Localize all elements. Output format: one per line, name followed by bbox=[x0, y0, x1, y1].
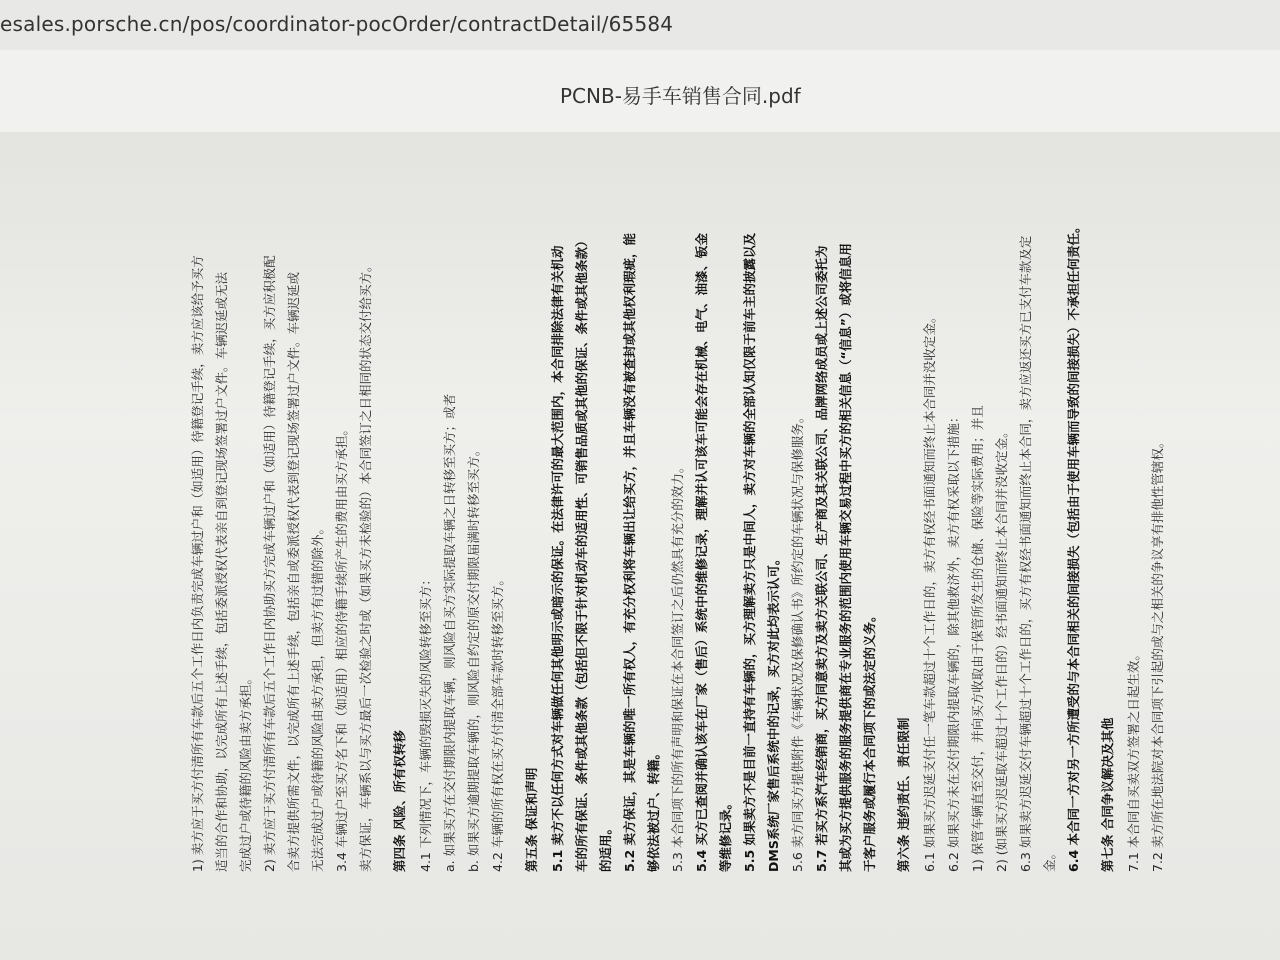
pdf-viewer-header bbox=[0, 50, 1280, 133]
contract-line: 5.7 若买方系汽车经销商，买方同意卖方及卖方关联公司、生产商及其关联公司、品牌网络成员或上述公司委托为 bbox=[814, 245, 829, 872]
contract-line: 于客户服务或履行本合同项下的或法定的义务。 bbox=[862, 609, 877, 872]
contract-line: 5.6 卖方同买方提供附件《车辆状况及保修确认书》所约定的车辆状况与保修服务。 bbox=[790, 410, 805, 872]
contract-line: a. 如果买方在交付期限内提取车辆，则风险自买方实际提取车辆之日转移至买方；或者 bbox=[442, 393, 457, 872]
url-text[interactable]: esales.porsche.cn/pos/coordinator-pocOrder/contractDetail/65584 bbox=[0, 12, 674, 36]
contract-line: 6.4 本合同一方对另一方所遭受的与本合同相关的间接损失（包括由于使用车辆而导致的间接损失）不承担任何责任。 bbox=[1066, 220, 1081, 872]
contract-line: 5.5 如果卖方不是目前一直持有车辆的，买方理解卖方只是中间人，卖方对车辆的全部认知仅限于前车主的披露以及 bbox=[742, 233, 757, 872]
contract-line: 其或为买方提供服务的服务提供商在专业服务的范围内使用车辆交易过程中买方的相关信息（“信息”）或将信息用 bbox=[838, 243, 853, 872]
contract-line: 5.1 卖方不以任何方式对车辆做任何其他明示或暗示的保证。在法律许可的最大范围内，本合同排除法律有关机动 bbox=[550, 245, 565, 872]
address-bar[interactable] bbox=[0, 0, 1280, 51]
contract-line: 1) 保管车辆直至交付，并向买方收取由于保管所发生的仓储、保险等实际费用；并且 bbox=[970, 405, 985, 872]
contract-line: 完成过户或待籍的风险由卖方承担。 bbox=[238, 671, 253, 872]
contract-line: 3.4 车辆过户至买方名下和（如适用）相应的待籍手续所产生的费用由买方承担。 bbox=[334, 423, 349, 872]
contract-line: 4.1 下列情况下，车辆的毁损灭失的风险转移至买方： bbox=[418, 573, 433, 872]
contract-line: 卖方保证，车辆系以与买方最后一次检验之时或（如果买方未检验的）本合同签订之日相同的状态交付给买方。 bbox=[358, 259, 373, 872]
section-heading: 第六条 违约责任、责任限制 bbox=[896, 717, 911, 872]
contract-text bbox=[190, 132, 1210, 872]
pdf-page[interactable] bbox=[0, 132, 1280, 960]
contract-line: 6.1 如果买方迟延支付任一笔车款超过十个工作日的，卖方有权经书面通知而终止本合同并没收定金。 bbox=[922, 310, 937, 872]
contract-line: b. 如果买方逾期提取车辆的，则风险自约定的原交付期限届满时转移至买方。 bbox=[466, 443, 481, 872]
contract-line: 7.1 本合同自买卖双方签署之日起生效。 bbox=[1126, 648, 1141, 872]
section-heading: 第四条 风险、所有权转移 bbox=[392, 730, 407, 872]
section-heading: 第七条 合同争议解决及其他 bbox=[1100, 717, 1115, 872]
document-title: PCNB-易手车销售合同.pdf bbox=[560, 84, 801, 108]
contract-line: 的适用。 bbox=[598, 821, 613, 872]
contract-line: DMS系统厂家售后系统中的记录，买方对此均表示认可。 bbox=[766, 552, 781, 872]
contract-line: 5.2 卖方保证，其是车辆的唯一所有权人，有充分权利将车辆出让给买方，并且车辆没有被查封或其他权利瑕疵，能 bbox=[622, 233, 637, 872]
contract-line: 车的所有保证、条件或其他条款（包括但不限于针对机动车的适用性、可销售品质或其他的保证、条件或其他条款） bbox=[574, 234, 589, 872]
contract-line: 5.3 本合同项下的所有声明和保证在本合同签订之后仍然具有充分的效力。 bbox=[670, 460, 685, 872]
contract-line: 1) 卖方应于买方付清所有车款后五个工作日内负责完成车辆过户和（如适用）待籍登记手续，卖方应该给予买方 bbox=[190, 255, 205, 872]
contract-line: 4.2 车辆的所有权在买方付清全部车款时转移至买方。 bbox=[490, 573, 505, 872]
contract-line: 5.4 买方已查阅并确认该车在厂家（售后）系统中的维修记录，理解并认可该车可能会存在机械、电气、油漆、钣金 bbox=[694, 233, 709, 872]
contract-line: 合卖方提供所需文件，以完成所有上述手续，包括亲自或委派授权代表到登记现场签署过户文件。车辆迟延或 bbox=[286, 271, 301, 872]
contract-line: 无法完成过户或待籍的风险由卖方承担，但卖方有过错的除外。 bbox=[310, 521, 325, 872]
contract-line: 适当的合作和协助，以完成所有上述手续，包括委派授权代表亲自到登记现场签署过户文件。车辆迟延或无法 bbox=[214, 271, 229, 872]
contract-line: 6.2 如果买方未在交付期限内提取车辆的，除其他救济外，卖方有权采取以下措施： bbox=[946, 410, 961, 872]
contract-line: 够依法被过户、转籍。 bbox=[646, 746, 661, 872]
section-heading: 第五条 保证和声明 bbox=[524, 767, 539, 872]
contract-line: 2) (如果买方迟延取车超过十个工作日的）经书面通知而终止本合同并没收定金。 bbox=[994, 425, 1009, 872]
contract-line: 金。 bbox=[1042, 846, 1057, 872]
contract-line: 2) 卖方应于买方付清所有车款后五个工作日内协助买方完成车辆过户和（如适用）待籍登记手续，买方应积极配 bbox=[262, 255, 277, 872]
contract-line: 等维修记录。 bbox=[718, 796, 733, 872]
contract-line: 6.3 如果卖方迟延交付车辆超过十个工作日的，买方有权经书面通知而终止本合同，卖方应返还买方已支付车款及定 bbox=[1018, 235, 1033, 872]
contract-line: 7.2 卖方所在地法院对本合同项下引起的或与之相关的争议享有排他性管辖权。 bbox=[1150, 435, 1165, 872]
